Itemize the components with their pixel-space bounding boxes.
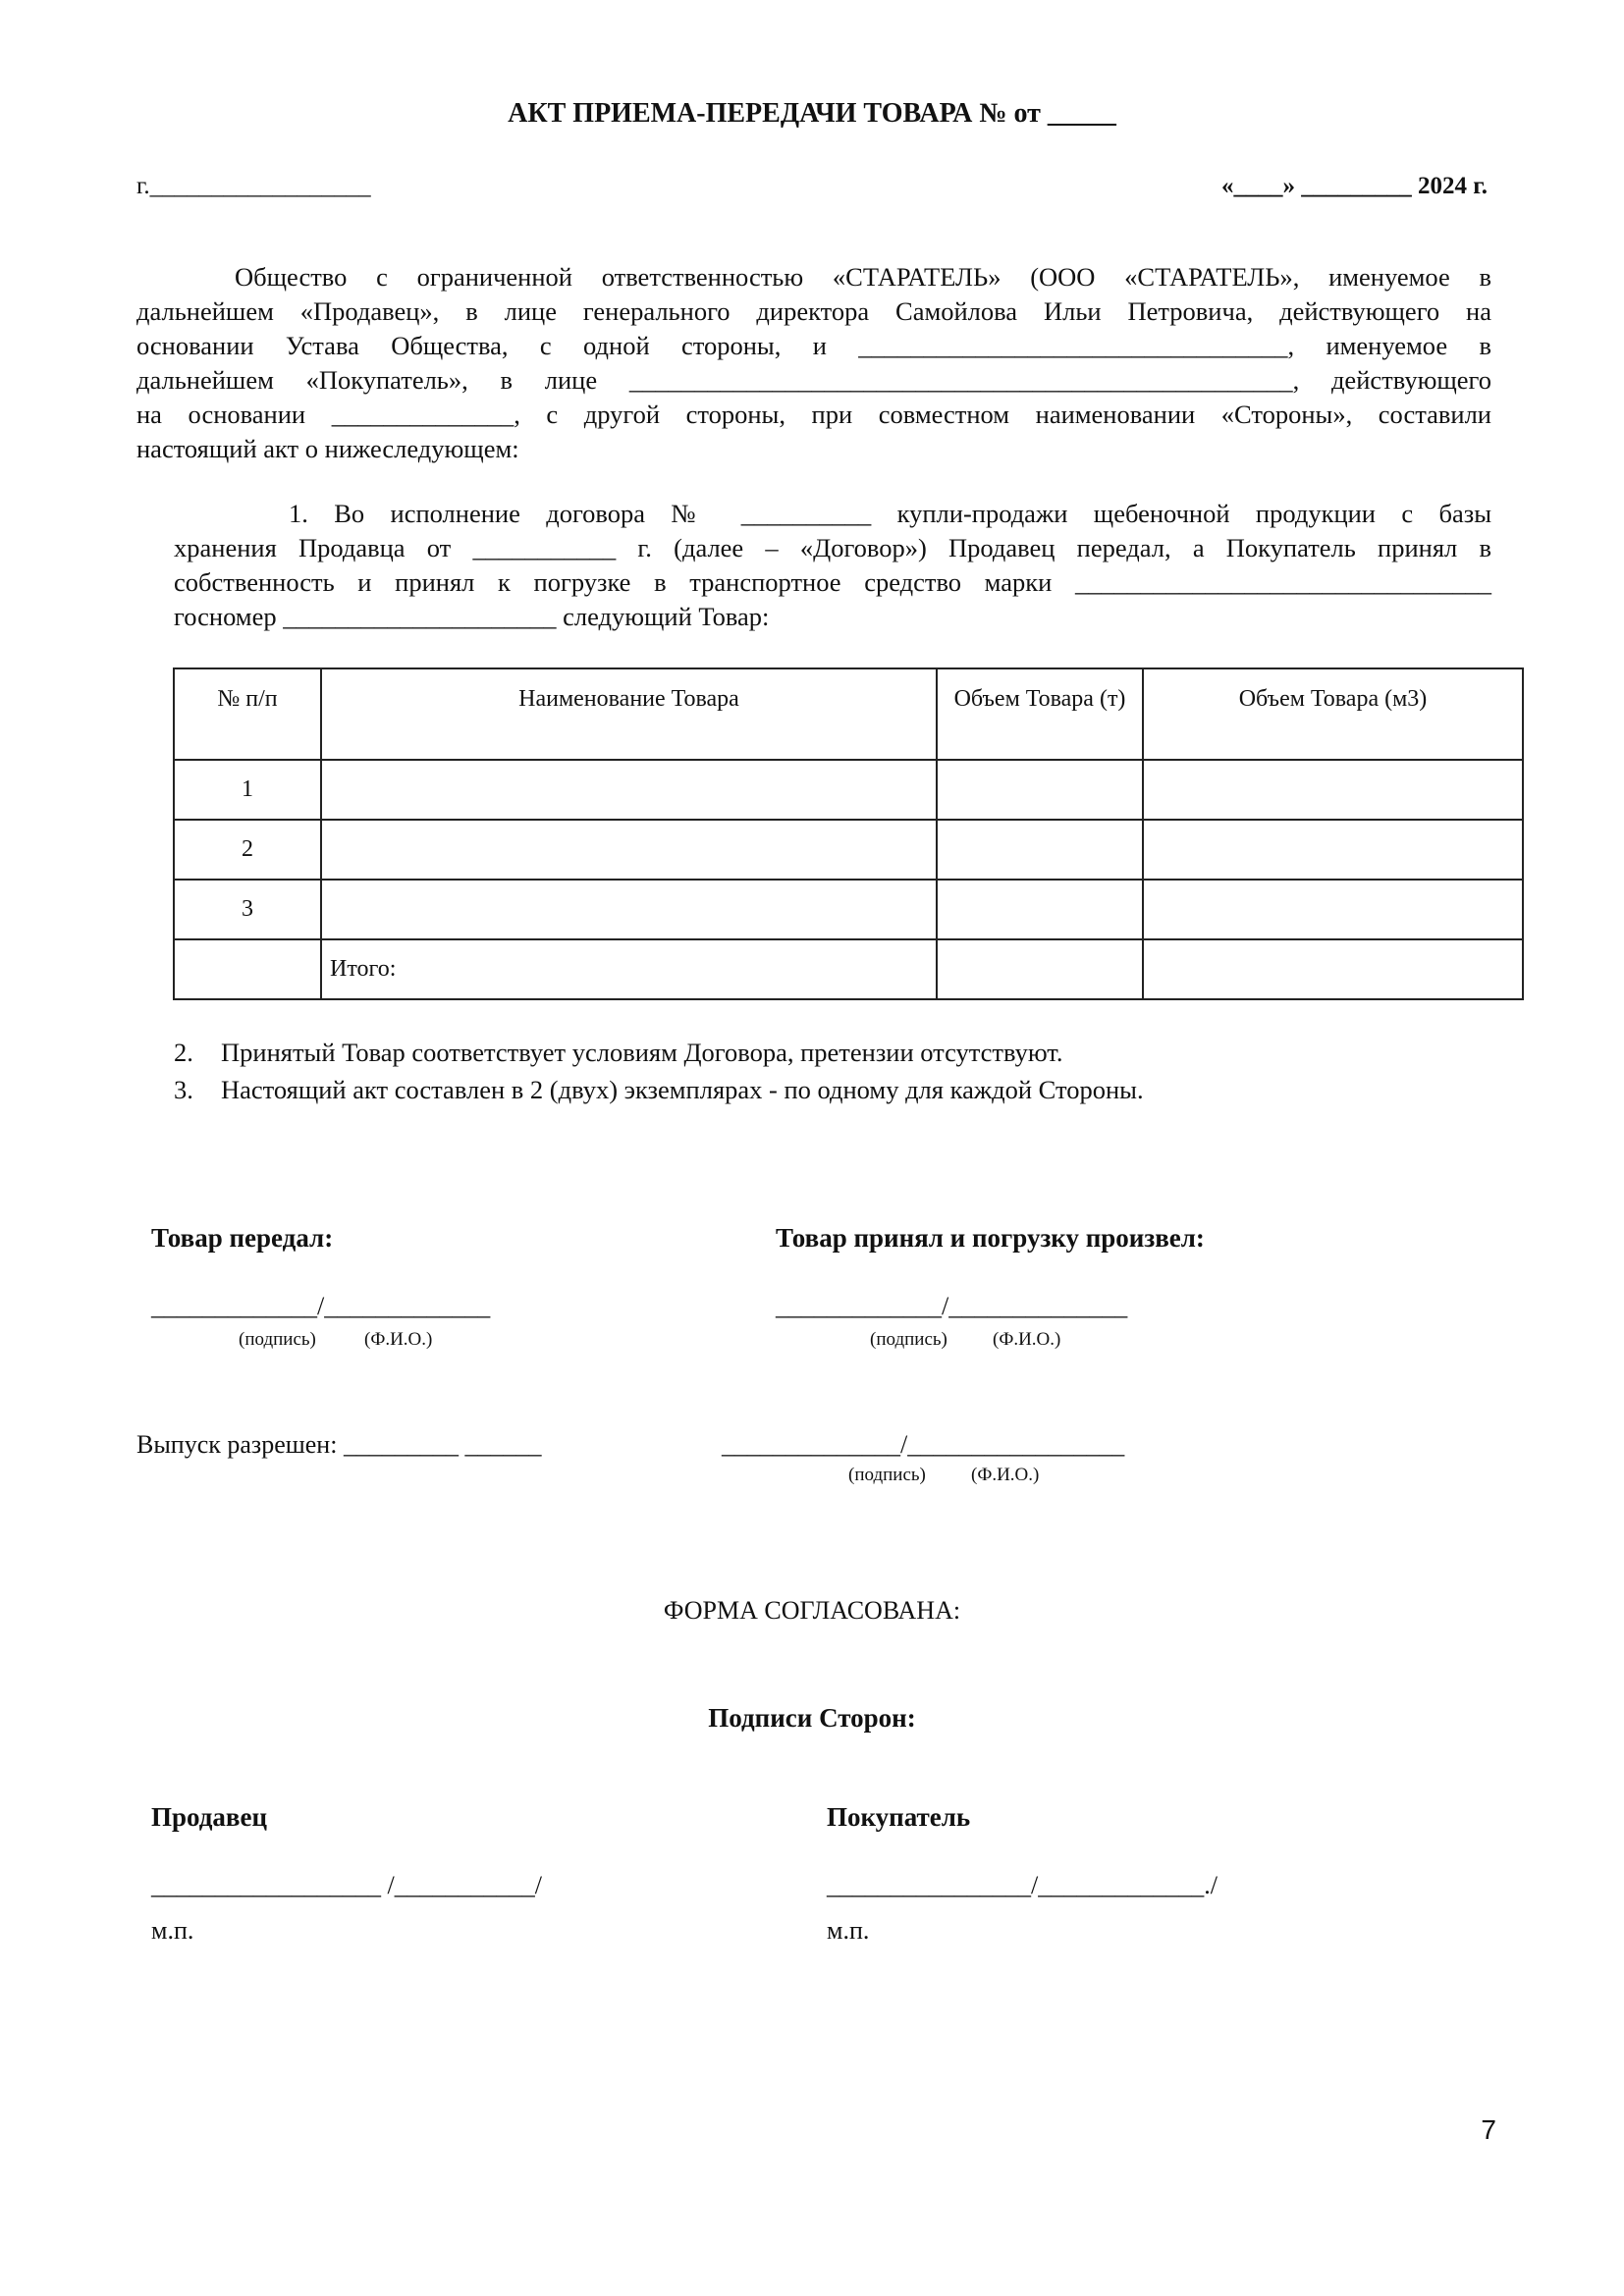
item-number: 2.	[174, 1038, 193, 1067]
item-1-line: собственность и принял к погрузке в транспортное средство марки ________________________________	[174, 567, 1491, 597]
item-number: 3.	[174, 1075, 193, 1104]
transfer-right-sign-caption: (подпись)	[870, 1329, 947, 1350]
item-1-line: госномер _____________________ следующий Товар:	[174, 602, 770, 631]
header-volume-t: Объем Товара (т)	[937, 668, 1143, 760]
row-volume-t	[937, 939, 1143, 999]
transfer-right-signature-line: _____________/______________	[776, 1292, 1128, 1320]
row-volume-m3	[1143, 760, 1523, 820]
items-list	[174, 1034, 1144, 1108]
row-volume-m3	[1143, 939, 1523, 999]
row-volume-t	[937, 820, 1143, 880]
goods-table	[173, 667, 1524, 1000]
table-header-row	[174, 668, 1523, 760]
header-number: № п/п	[174, 668, 321, 760]
row-name	[321, 880, 937, 939]
signatures-heading: Подписи Сторон:	[708, 1703, 916, 1733]
transfer-left-signature-line: _____________/_____________	[151, 1292, 491, 1320]
release-fio-caption: (Ф.И.О.)	[971, 1465, 1040, 1485]
date-field: «____» _________ 2024 г.	[1220, 173, 1488, 199]
transfer-right-fio-caption: (Ф.И.О.)	[993, 1329, 1061, 1350]
transfer-left-heading: Товар передал:	[151, 1223, 334, 1253]
buyer-signature-line: ________________/_____________./	[827, 1871, 1218, 1899]
document-title: АКТ ПРИЕМА-ПЕРЕДАЧИ ТОВАРА № от _____	[508, 98, 1116, 129]
row-volume-m3	[1143, 820, 1523, 880]
row-total-label: Итого:	[321, 939, 937, 999]
intro-line: дальнейшем «Продавец», в лице генерального директора Самойлова Ильи Петровича, действующего на	[136, 296, 1491, 326]
transfer-right-heading: Товар принял и погрузку произвел:	[776, 1223, 1205, 1253]
row-number	[174, 939, 321, 999]
seller-label: Продавец	[151, 1802, 268, 1832]
city-field: г.__________________	[136, 173, 371, 199]
row-number: 1	[174, 760, 321, 820]
intro-line: на основании ______________, с другой стороны, при совместном наименовании «Стороны», составили	[136, 400, 1491, 429]
list-item	[174, 1034, 1144, 1071]
table-row	[174, 760, 1523, 820]
seller-stamp: м.п.	[151, 1916, 194, 1945]
intro-line: основании Устава Общества, с одной стороны, и _________________________________, именуемое в	[136, 331, 1491, 360]
item-1-line: 1. Во исполнение договора № __________ купли-продажи щебеночной продукции с базы	[289, 499, 1491, 528]
row-name	[321, 760, 937, 820]
row-number: 3	[174, 880, 321, 939]
row-volume-m3	[1143, 880, 1523, 939]
row-volume-t	[937, 760, 1143, 820]
release-sign-caption: (подпись)	[848, 1465, 926, 1485]
release-label: Выпуск разрешен: _________ ______	[136, 1430, 542, 1459]
row-number: 2	[174, 820, 321, 880]
intro-paragraph	[136, 260, 1491, 466]
item-text: Принятый Товар соответствует условиям Договора, претензии отсутствуют.	[221, 1038, 1063, 1067]
release-signature-line: ______________/_________________	[722, 1430, 1125, 1459]
buyer-stamp: м.п.	[827, 1916, 870, 1945]
header-volume-m3: Объем Товара (м3)	[1143, 668, 1523, 760]
intro-line: дальнейшем «Покупатель», в лице ___________________________________________________, действующего	[136, 365, 1491, 395]
item-1-line: хранения Продавца от ___________ г. (далее – «Договор») Продавец передал, а Покупатель принял в	[174, 533, 1491, 562]
table-row	[174, 880, 1523, 939]
header-name: Наименование Товара	[321, 668, 937, 760]
table-row	[174, 820, 1523, 880]
intro-line: настоящий акт о нижеследующем:	[136, 434, 519, 463]
page-number: 7	[1481, 2114, 1496, 2145]
buyer-label: Покупатель	[827, 1802, 971, 1832]
transfer-left-fio-caption: (Ф.И.О.)	[364, 1329, 433, 1350]
list-item	[174, 1071, 1144, 1108]
transfer-left-sign-caption: (подпись)	[239, 1329, 316, 1350]
row-name	[321, 820, 937, 880]
seller-signature-line: __________________ /___________/	[151, 1871, 542, 1899]
item-text: Настоящий акт составлен в 2 (двух) экземплярах - по одному для каждой Стороны.	[221, 1075, 1144, 1104]
table-total-row	[174, 939, 1523, 999]
item-1-paragraph	[174, 497, 1491, 634]
intro-line: Общество с ограниченной ответственностью «СТАРАТЕЛЬ» (ООО «СТАРАТЕЛЬ», именуемое в	[235, 262, 1491, 292]
row-volume-t	[937, 880, 1143, 939]
form-agreed: ФОРМА СОГЛАСОВАНА:	[663, 1596, 961, 1625]
